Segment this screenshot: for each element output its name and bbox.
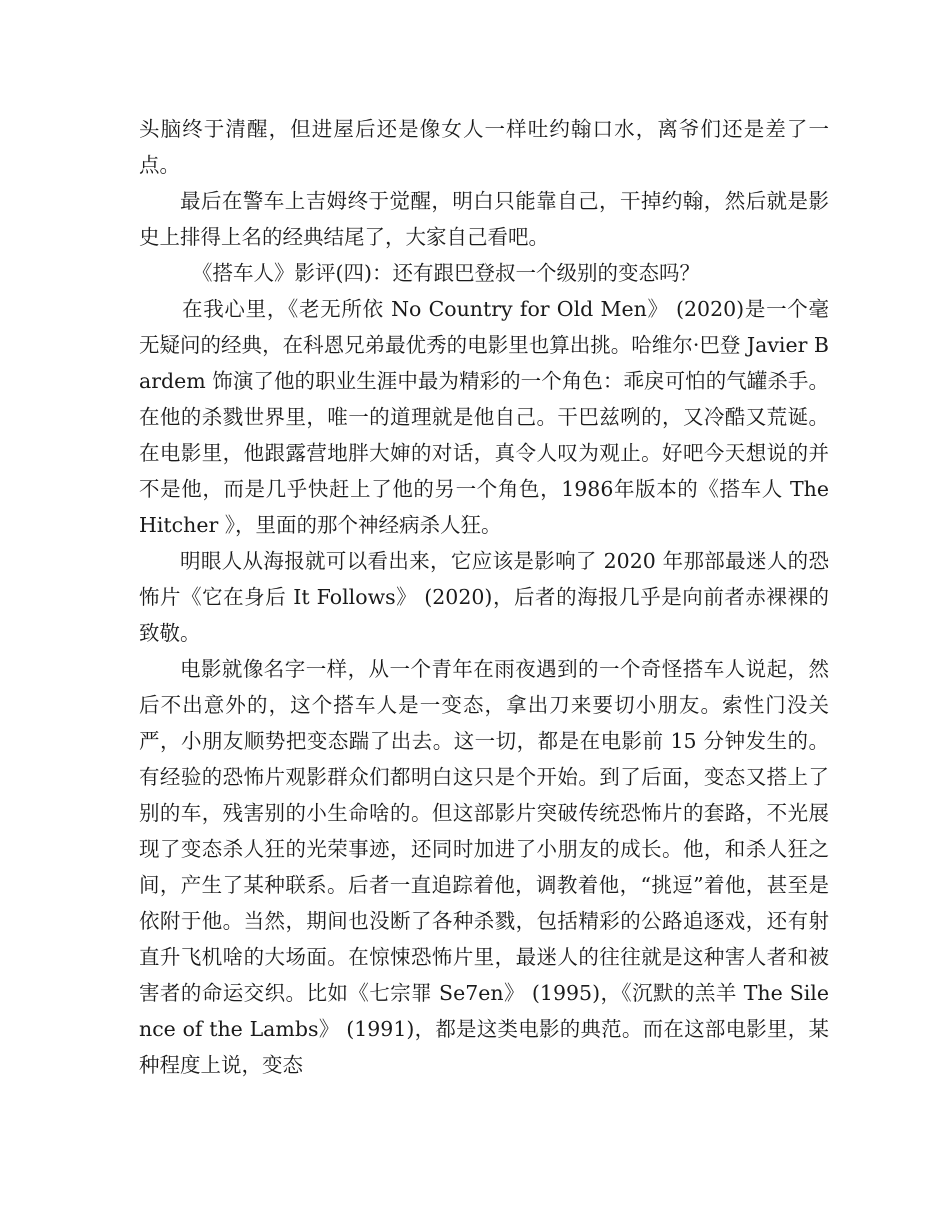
paragraph-ending: 最后在警车上吉姆终于觉醒，明白只能靠自己，干掉约翰，然后就是影史上排得上名的经典结尾了，大家自己看吧。 [139, 189, 829, 249]
section-heading: 《搭车人》影评(四)：还有跟巴登叔一个级别的变态吗？ [192, 261, 700, 285]
paragraph-plot: 电影就像名字一样，从一个青年在雨夜遇到的一个奇怪搭车人说起，然后不出意外的，这个搭车人是一变态，拿出刀来要切小朋友。索性门没关严，小朋友顺势把变态踹了出去。这一切，都是在电影前 15 分钟发生的。有经验的恐怖片观影群众们都明白这只是个开始。到了后面，变态又搭上了别的车，残害别的小生命啥的。但这部影片突破传统恐怖片的套路，不光展现了变态杀人狂的光荣事迹，还同时加进了小朋友的成长。他，和杀人狂之间，产生了某种联系。后者一直追踪着他，调教着他，“挑逗”着他，甚至是依附于他。当然，期间也没断了各种杀戮，包括精彩的公路追逐戏，还有射直升飞机啥的大场面。在惊悚恐怖片里，最迷人的往往就是这种害人者和被害者的命运交织。比如《七宗罪 Se7en》 (1995)，《沉默的羔羊 The Silence of the Lambs》 (1991)，都是这类电影的典范。而在这部电影里，某种程度上说，变态 [139, 657, 829, 1077]
paragraph-no-country: 在我心里，《老无所依 No Country for Old Men》 (2020)是一个毫无疑问的经典，在科恩兄弟最优秀的电影里也算出挑。哈维尔·巴登 Javier Bardem 饰演了他的职业生涯中最为精彩的一个角色：乖戾可怕的气罐杀手。在他的杀戮世界里，唯一的道理就是他自己。干巴兹咧的，又冷酷又荒诞。在电影里，他跟露营地胖大婶的对话，真令人叹为观止。好吧今天想说的并不是他，而是几乎快赶上了他的另一个角色，1986年版本的《搭车人 The Hitcher 》，里面的那个神经病杀人狂。 [139, 297, 829, 537]
paragraph-continuation: 头脑终于清醒，但进屋后还是像女人一样吐约翰口水，离爷们还是差了一点。 [139, 117, 829, 177]
body-text [139, 111, 829, 1083]
paragraph-poster: 明眼人从海报就可以看出来，它应该是影响了 2020 年那部最迷人的恐怖片《它在身后 It Follows》 (2020)，后者的海报几乎是向前者赤裸裸的致敬。 [139, 549, 829, 645]
